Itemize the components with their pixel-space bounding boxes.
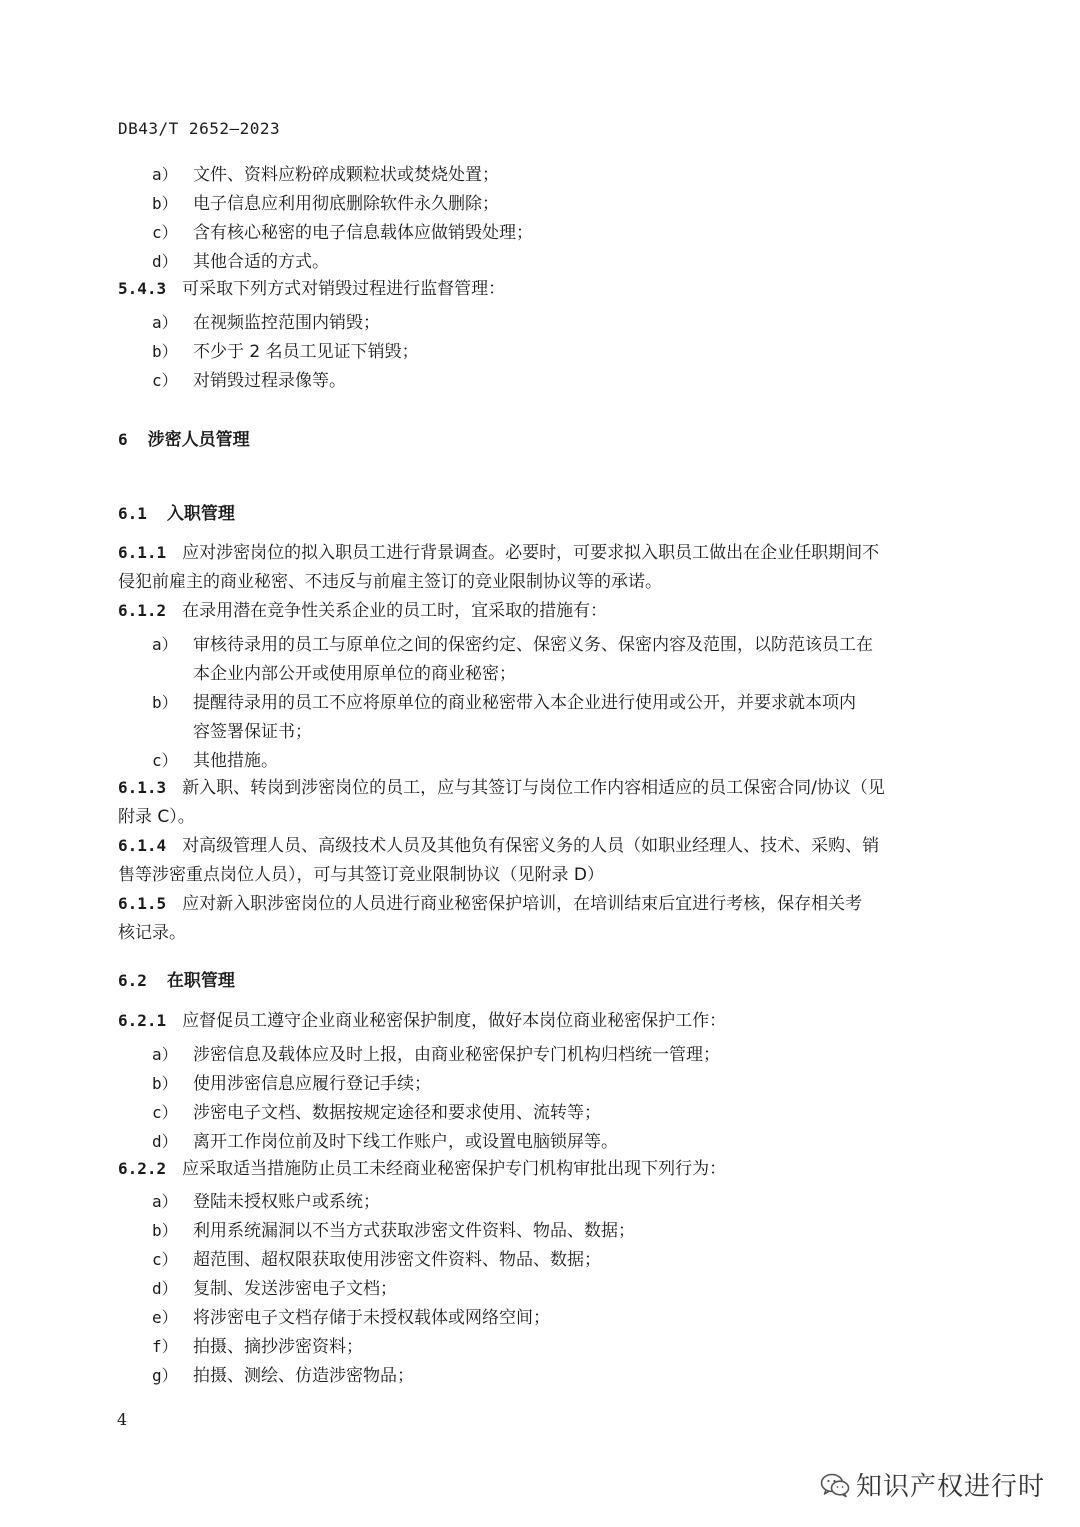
list-item-label: b）: [152, 194, 178, 213]
clause-6-1-3: [118, 777, 885, 799]
list-item-text: 含有核心秘密的电子信息载体应做销毁处理；: [193, 223, 533, 243]
list-item-text: 使用涉密信息应履行登记手续；: [193, 1074, 431, 1094]
list-item-label: g）: [152, 1366, 178, 1385]
list-item-text-continuation: 本企业内部公开或使用原单位的商业秘密；: [193, 664, 516, 684]
clause-number: 6.1.1: [118, 543, 167, 562]
clause-text: 可采取下列方式对销毁过程进行监督管理：: [182, 279, 506, 299]
list-item-label: c）: [152, 1103, 178, 1122]
list-item-text: 对销毁过程录像等。: [193, 371, 346, 391]
clause-text: 应督促员工遵守企业商业秘密保护制度，做好本岗位商业秘密保护工作：: [182, 1011, 727, 1031]
list-item-text: 涉密信息及载体应及时上报，由商业秘密保护专门机构归档统一管理；: [193, 1045, 720, 1065]
clause-continuation: 侵犯前雇主的商业秘密、不违反与前雇主签订的竞业限制协议等的承诺。: [118, 572, 662, 592]
clause-continuation: 附录 C）。: [118, 807, 195, 827]
section-heading-6-1: [118, 499, 235, 524]
list-item-text: 电子信息应利用彻底删除软件永久删除；: [193, 194, 499, 214]
section-title: 涉密人员管理: [147, 430, 250, 450]
clause-6-1-4: [118, 835, 879, 857]
clause-number: 6.1.3: [118, 778, 167, 797]
list-item-text: 将涉密电子文档存储于未授权载体或网络空间；: [193, 1308, 550, 1328]
list-item-text-continuation: 容签署保证书；: [193, 722, 312, 742]
clause-6-2-2: [118, 1158, 726, 1180]
section-heading-6: [118, 425, 250, 450]
list-item-text: 其他措施。: [193, 751, 278, 771]
list-item-label: d）: [152, 1279, 178, 1298]
list-item-label: d）: [152, 1132, 178, 1151]
list-item-label: c）: [152, 223, 178, 242]
clause-number: 5.4.3: [118, 279, 167, 298]
list-item-label: e）: [152, 1308, 178, 1327]
list-item-text: 文件、资料应粉碎成颗粒状或焚烧处置；: [193, 165, 499, 185]
section-number: 6.2: [118, 971, 147, 990]
clause-text: 对高级管理人员、高级技术人员及其他负有保密义务的人员（如职业经理人、技术、采购、销: [182, 836, 880, 856]
list-item-label: b）: [152, 1074, 178, 1093]
clause-number: 6.2.1: [118, 1011, 167, 1030]
clause-number: 6.1.4: [118, 836, 167, 855]
section-title: 入职管理: [166, 504, 235, 524]
clause-continuation: 核记录。: [118, 923, 186, 943]
list-item-label: f）: [152, 1337, 178, 1356]
list-item-label: b）: [152, 342, 178, 361]
list-item-label: a）: [152, 1045, 178, 1064]
watermark: [820, 1466, 1045, 1503]
section-number: 6.1: [118, 504, 147, 523]
clause-text: 在录用潜在竞争性关系企业的员工时，宜采取的措施有：: [182, 601, 608, 621]
list-item-label: c）: [152, 751, 178, 770]
clause-continuation: 售等涉密重点岗位人员），可与其签订竞业限制协议（见附录 D）: [118, 865, 604, 885]
list-item-label: c）: [152, 1250, 178, 1269]
wechat-icon: [820, 1472, 850, 1498]
standard-code: DB43/T 2652—2023: [118, 119, 281, 138]
list-item-text: 涉密电子文档、数据按规定途径和要求使用、流转等；: [193, 1103, 601, 1123]
list-item-text: 其他合适的方式。: [193, 252, 329, 272]
list-item-text: 拍摄、测绘、仿造涉密物品；: [193, 1366, 414, 1386]
clause-number: 6.1.5: [118, 894, 167, 913]
clause-number: 6.1.2: [118, 601, 167, 620]
list-item-label: a）: [152, 313, 178, 332]
list-item-text: 离开工作岗位前及时下线工作账户，或设置电脑锁屏等。: [193, 1132, 618, 1152]
page-number: 4: [117, 1410, 128, 1429]
list-item-text: 超范围、超权限获取使用涉密文件资料、物品、数据；: [193, 1250, 601, 1270]
watermark-text: 知识产权进行时: [856, 1472, 1046, 1502]
section-heading-6-2: [118, 966, 235, 991]
list-item-text: 登陆未授权账户或系统；: [193, 1192, 380, 1212]
list-item-label: b）: [152, 1221, 178, 1240]
list-item-label: d）: [152, 252, 178, 271]
list-item-text: 不少于 2 名员工见证下销毁；: [193, 342, 419, 362]
clause-number: 6.2.2: [118, 1159, 167, 1178]
list-item-label: a）: [152, 635, 178, 654]
clause-text: 应对新入职涉密岗位的人员进行商业秘密保护培训，在培训结束后宜进行考核，保存相关考: [182, 894, 863, 914]
list-item-text: 提醒待录用的员工不应将原单位的商业秘密带入本企业进行使用或公开，并要求就本项内: [193, 693, 856, 713]
list-item-text: 审核待录用的员工与原单位之间的保密约定、保密义务、保密内容及范围，以防范该员工在: [193, 635, 873, 655]
clause-5-4-3: [118, 278, 505, 300]
section-number: 6: [118, 430, 128, 449]
list-item-text: 在视频监控范围内销毁；: [193, 313, 380, 333]
list-item-text: 利用系统漏洞以不当方式获取涉密文件资料、物品、数据；: [193, 1221, 635, 1241]
clause-text: 新入职、转岗到涉密岗位的员工，应与其签订与岗位工作内容相适应的员工保密合同/协议（见: [182, 778, 885, 798]
list-item-text: 拍摄、摘抄涉密资料；: [193, 1337, 363, 1357]
clause-6-2-1: [118, 1010, 726, 1032]
list-item-label: a）: [152, 165, 178, 184]
list-item-label: b）: [152, 693, 178, 712]
list-item-label: a）: [152, 1192, 178, 1211]
clause-6-1-5: [118, 893, 862, 915]
clause-text: 应采取适当措施防止员工未经商业秘密保护专门机构审批出现下列行为：: [182, 1159, 727, 1179]
list-item-label: c）: [152, 371, 178, 390]
clause-6-1-1: [118, 542, 879, 564]
clause-6-1-2: [118, 600, 607, 622]
clause-text: 应对涉密岗位的拟入职员工进行背景调查。必要时，可要求拟入职员工做出在企业任职期间不: [182, 543, 880, 563]
list-item-text: 复制、发送涉密电子文档；: [193, 1279, 397, 1299]
section-title: 在职管理: [166, 971, 235, 991]
